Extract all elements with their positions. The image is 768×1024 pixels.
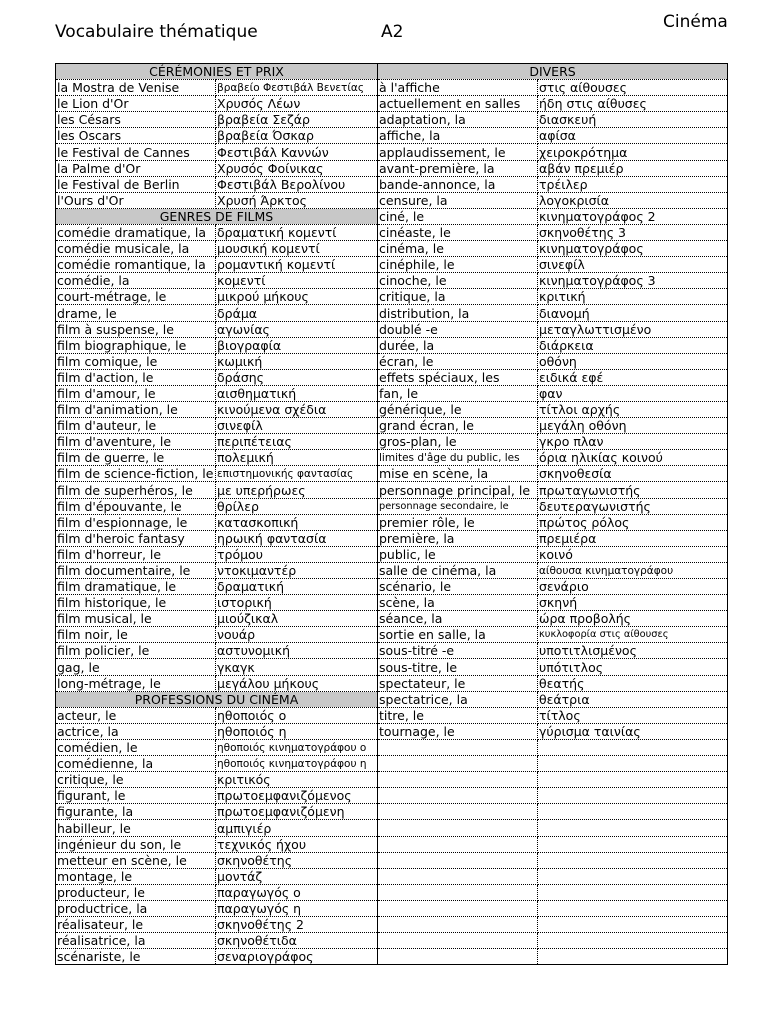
table-cell [538, 868, 728, 884]
table-cell: générique, le [378, 401, 538, 417]
table-cell: adaptation, la [378, 112, 538, 128]
table-cell: αμπιγιέρ [216, 820, 378, 836]
table-cell: ciné, le [378, 208, 538, 224]
table-row [56, 804, 728, 820]
table-row [56, 192, 728, 208]
table-cell: βραβείο Φεστιβάλ Βενετίας [216, 80, 378, 96]
table-cell: film à suspense, le [56, 321, 216, 337]
table-cell: effets spéciaux, les [378, 369, 538, 385]
table-cell: σεναριογράφος [216, 949, 378, 965]
table-cell: à l'affiche [378, 80, 538, 96]
table-row [56, 321, 728, 337]
table-cell: αισθηματική [216, 385, 378, 401]
table-cell [538, 772, 728, 788]
table-cell [538, 788, 728, 804]
table-row [56, 546, 728, 562]
table-cell: critique, la [378, 289, 538, 305]
table-row [56, 208, 728, 224]
table-cell: film policier, le [56, 643, 216, 659]
table-cell: Φεστιβάλ Καννών [216, 144, 378, 160]
table-cell: personnage principal, le [378, 482, 538, 498]
table-cell [538, 900, 728, 916]
table-cell: σκηνή [538, 595, 728, 611]
table-row [56, 224, 728, 240]
table-cell: θεάτρια [538, 691, 728, 707]
table-cell [538, 933, 728, 949]
table-row [56, 289, 728, 305]
table-cell: ώρα προβολής [538, 611, 728, 627]
table-cell: grand écran, le [378, 418, 538, 434]
table-cell: ντοκιμαντέρ [216, 562, 378, 578]
table-cell [378, 884, 538, 900]
category-label: Cinéma [663, 12, 728, 32]
table-cell: κριτική [538, 289, 728, 305]
table-row [56, 498, 728, 514]
table-cell [378, 756, 538, 772]
table-cell: film noir, le [56, 627, 216, 643]
table-cell: τρόμου [216, 546, 378, 562]
table-row [56, 852, 728, 868]
table-cell: cinéphile, le [378, 257, 538, 273]
table-cell: applaudissement, le [378, 144, 538, 160]
table-row [56, 385, 728, 401]
table-cell: βιογραφία [216, 337, 378, 353]
table-cell: κινηματογράφος [538, 241, 728, 257]
table-row [56, 337, 728, 353]
table-cell: μεγάλη οθόνη [538, 418, 728, 434]
table-cell: le Festival de Cannes [56, 144, 216, 160]
table-cell: θρίλερ [216, 498, 378, 514]
table-cell: κατασκοπική [216, 514, 378, 530]
table-row [56, 530, 728, 546]
table-row [56, 305, 728, 321]
table-row [56, 900, 728, 916]
table-cell [378, 788, 538, 804]
table-row [56, 611, 728, 627]
table-cell: figurant, le [56, 788, 216, 804]
table-cell [378, 868, 538, 884]
table-cell: doublé -e [378, 321, 538, 337]
table-cell: avant-première, la [378, 160, 538, 176]
table-cell: court-métrage, le [56, 289, 216, 305]
table-cell: séance, la [378, 611, 538, 627]
table-cell: σκηνοθέτιδα [216, 933, 378, 949]
table-cell: critique, le [56, 772, 216, 788]
table-cell: δραματική κομεντί [216, 224, 378, 240]
table-cell: σκηνοθέτης [216, 852, 378, 868]
document-title: Vocabulaire thématique [55, 22, 258, 42]
table-cell: comédienne, la [56, 756, 216, 772]
table-row [56, 514, 728, 530]
table-cell: δράσης [216, 369, 378, 385]
table-cell: personnage secondaire, le [378, 498, 538, 514]
table-row [56, 418, 728, 434]
table-cell: sortie en salle, la [378, 627, 538, 643]
section-header: CÉRÉMONIES ET PRIX [56, 64, 378, 80]
table-cell: réalisateur, le [56, 916, 216, 932]
table-cell: réalisatrice, la [56, 933, 216, 949]
table-cell: οθόνη [538, 353, 728, 369]
table-cell: montage, le [56, 868, 216, 884]
table-cell: film d'horreur, le [56, 546, 216, 562]
table-cell: écran, le [378, 353, 538, 369]
table-row [56, 691, 728, 707]
section-header: GENRES DE FILMS [56, 208, 378, 224]
table-cell: κινηματογράφος 2 [538, 208, 728, 224]
table-cell: ρομαντική κομεντί [216, 257, 378, 273]
table-cell: δευτεραγωνιστής [538, 498, 728, 514]
table-cell: sous-titré -e [378, 643, 538, 659]
table-row [56, 659, 728, 675]
table-cell: scène, la [378, 595, 538, 611]
table-cell: drame, le [56, 305, 216, 321]
table-cell: σινεφίλ [538, 257, 728, 273]
table-cell: θεατής [538, 675, 728, 691]
table-cell: durée, la [378, 337, 538, 353]
table-cell: film d'aventure, le [56, 434, 216, 450]
table-cell: l'Ours d'Or [56, 192, 216, 208]
table-cell [538, 916, 728, 932]
table-cell: ήδη στις αίθυσες [538, 96, 728, 112]
table-cell [378, 772, 538, 788]
table-cell: τεχνικός ήχου [216, 836, 378, 852]
table-cell: πρωτοεμφανιζόμενη [216, 804, 378, 820]
table-cell: κοινό [538, 546, 728, 562]
table-cell: πρωτοεμφανιζόμενος [216, 788, 378, 804]
table-row [56, 434, 728, 450]
table-row [56, 933, 728, 949]
table-cell: spectatrice, la [378, 691, 538, 707]
table-cell: film d'auteur, le [56, 418, 216, 434]
table-cell: αίθουσα κινηματογράφου [538, 562, 728, 578]
table-cell: sous-titre, le [378, 659, 538, 675]
table-row [56, 627, 728, 643]
table-cell: παραγωγός η [216, 900, 378, 916]
table-cell: la Palme d'Or [56, 160, 216, 176]
table-cell: film d'action, le [56, 369, 216, 385]
table-cell: film d'heroic fantasy [56, 530, 216, 546]
table-cell: χειροκρότημα [538, 144, 728, 160]
table-cell: πρωταγωνιστής [538, 482, 728, 498]
table-cell: μουσική κομεντί [216, 241, 378, 257]
table-cell: μικρού μήκους [216, 289, 378, 305]
table-cell: όρια ηλικίας κοινού [538, 450, 728, 466]
table-cell [378, 949, 538, 965]
table-cell [538, 804, 728, 820]
table-cell: cinoche, le [378, 273, 538, 289]
table-cell: βραβεία Σεζάρ [216, 112, 378, 128]
table-cell: με υπερήρωες [216, 482, 378, 498]
table-cell: δραματική [216, 579, 378, 595]
table-cell: film comique, le [56, 353, 216, 369]
table-row [56, 916, 728, 932]
table-row [56, 868, 728, 884]
table-row [56, 723, 728, 739]
table-cell: limites d'âge du public, les [378, 450, 538, 466]
table-cell: περιπέτειας [216, 434, 378, 450]
table-cell: ηθοποιός κινηματογράφου ο [216, 739, 378, 755]
table-cell: censure, la [378, 192, 538, 208]
table-cell: comédie musicale, la [56, 241, 216, 257]
table-cell: δράμα [216, 305, 378, 321]
table-cell: σκηνοθέτης 3 [538, 224, 728, 240]
table-cell: film de guerre, le [56, 450, 216, 466]
table-cell: film de science-fiction, le [56, 466, 216, 482]
table-cell: αφίσα [538, 128, 728, 144]
table-cell: cinéma, le [378, 241, 538, 257]
table-cell: διανομή [538, 305, 728, 321]
table-row [56, 450, 728, 466]
table-cell: film d'espionnage, le [56, 514, 216, 530]
table-cell: titre, le [378, 707, 538, 723]
table-cell: υπότιτλος [538, 659, 728, 675]
table-cell: actrice, la [56, 723, 216, 739]
table-row [56, 643, 728, 659]
table-cell [378, 739, 538, 755]
table-cell: Χρυσός Φοίνικας [216, 160, 378, 176]
table-row [56, 80, 728, 96]
table-cell: ιστορική [216, 595, 378, 611]
table-cell: κινηματογράφος 3 [538, 273, 728, 289]
table-cell: σενάριο [538, 579, 728, 595]
table-row [56, 176, 728, 192]
table-cell: ηθοποιός η [216, 723, 378, 739]
table-cell: κριτικός [216, 772, 378, 788]
table-cell: υποτιτλισμένος [538, 643, 728, 659]
table-cell: ingénieur du son, le [56, 836, 216, 852]
table-cell: μεταγλωττισμένο [538, 321, 728, 337]
table-cell: comédie dramatique, la [56, 224, 216, 240]
table-cell [538, 852, 728, 868]
table-row [56, 595, 728, 611]
table-row [56, 820, 728, 836]
table-cell: les Césars [56, 112, 216, 128]
table-cell: producteur, le [56, 884, 216, 900]
table-cell: σκηνοθεσία [538, 466, 728, 482]
table-row [56, 112, 728, 128]
table-cell: αγωνίας [216, 321, 378, 337]
table-cell: gag, le [56, 659, 216, 675]
table-cell: les Oscars [56, 128, 216, 144]
table-cell: long-métrage, le [56, 675, 216, 691]
table-cell: γύρισμα ταινίας [538, 723, 728, 739]
table-row [56, 482, 728, 498]
table-cell: la Mostra de Venise [56, 80, 216, 96]
table-row [56, 884, 728, 900]
table-cell: σινεφίλ [216, 418, 378, 434]
table-cell: bande-annonce, la [378, 176, 538, 192]
table-row [56, 707, 728, 723]
table-row [56, 739, 728, 755]
table-cell: Χρυσός Λέων [216, 96, 378, 112]
table-cell: ειδικά εφέ [538, 369, 728, 385]
table-cell: ηθοποιός ο [216, 707, 378, 723]
table-cell: βραβεία Όσκαρ [216, 128, 378, 144]
table-cell: productrice, la [56, 900, 216, 916]
table-row [56, 675, 728, 691]
table-cell: film historique, le [56, 595, 216, 611]
table-cell: habilleur, le [56, 820, 216, 836]
table-cell [378, 804, 538, 820]
table-cell: mise en scène, la [378, 466, 538, 482]
table-cell: cinéaste, le [378, 224, 538, 240]
table-cell: κομεντί [216, 273, 378, 289]
table-row [56, 160, 728, 176]
table-cell: public, le [378, 546, 538, 562]
table-cell [538, 884, 728, 900]
table-row [56, 273, 728, 289]
table-cell: κωμική [216, 353, 378, 369]
table-cell: comédie, la [56, 273, 216, 289]
table-cell: πολεμική [216, 450, 378, 466]
table-row [56, 401, 728, 417]
level-label: A2 [381, 22, 404, 42]
table-cell: film biographique, le [56, 337, 216, 353]
table-cell: επιστημονικής φαντασίας [216, 466, 378, 482]
table-row [56, 241, 728, 257]
table-cell: κινούμενα σχέδια [216, 401, 378, 417]
table-cell: ηρωική φαντασία [216, 530, 378, 546]
table-cell: Χρυσή Άρκτος [216, 192, 378, 208]
table-cell: film de superhéros, le [56, 482, 216, 498]
table-cell: στις αίθουσες [538, 80, 728, 96]
table-cell [378, 916, 538, 932]
table-cell: διασκευή [538, 112, 728, 128]
table-cell: salle de cinéma, la [378, 562, 538, 578]
table-cell: comédie romantique, la [56, 257, 216, 273]
table-cell: comédien, le [56, 739, 216, 755]
table-cell: fan, le [378, 385, 538, 401]
table-cell [538, 739, 728, 755]
table-cell: μιούζικαλ [216, 611, 378, 627]
table-cell: film d'animation, le [56, 401, 216, 417]
table-row [56, 144, 728, 160]
vocabulary-table [55, 63, 728, 965]
table-cell [378, 820, 538, 836]
table-row [56, 353, 728, 369]
table-cell: μεγάλου μήκους [216, 675, 378, 691]
table-cell: τίτλοι αρχής [538, 401, 728, 417]
table-row [56, 772, 728, 788]
table-cell [538, 836, 728, 852]
table-cell: actuellement en salles [378, 96, 538, 112]
table-row [56, 466, 728, 482]
table-cell: γκαγκ [216, 659, 378, 675]
table-cell: παραγωγός ο [216, 884, 378, 900]
table-row [56, 369, 728, 385]
table-cell: τρέιλερ [538, 176, 728, 192]
table-row [56, 562, 728, 578]
table-cell [378, 836, 538, 852]
table-cell: premier rôle, le [378, 514, 538, 530]
table-row [56, 949, 728, 965]
table-row [56, 788, 728, 804]
table-cell: scénariste, le [56, 949, 216, 965]
table-cell: ηθοποιός κινηματογράφου η [216, 756, 378, 772]
table-row [56, 64, 728, 80]
table-cell: τίτλος [538, 707, 728, 723]
table-row [56, 579, 728, 595]
table-cell: figurante, la [56, 804, 216, 820]
section-header: PROFESSIONS DU CINÉMA [56, 691, 378, 707]
table-cell: acteur, le [56, 707, 216, 723]
table-cell: tournage, le [378, 723, 538, 739]
table-cell [378, 852, 538, 868]
table-cell: διάρκεια [538, 337, 728, 353]
table-cell: distribution, la [378, 305, 538, 321]
table-cell: film d'épouvante, le [56, 498, 216, 514]
table-cell [538, 820, 728, 836]
table-cell: Φεστιβάλ Βερολίνου [216, 176, 378, 192]
table-cell: metteur en scène, le [56, 852, 216, 868]
table-row [56, 257, 728, 273]
table-cell: film documentaire, le [56, 562, 216, 578]
table-cell: le Festival de Berlin [56, 176, 216, 192]
table-cell: πρώτος ρόλος [538, 514, 728, 530]
table-cell: πρεμιέρα [538, 530, 728, 546]
table-cell: film d'amour, le [56, 385, 216, 401]
table-cell: αστυνομική [216, 643, 378, 659]
table-cell [378, 933, 538, 949]
table-row [56, 128, 728, 144]
table-cell: αβάν πρεμιέρ [538, 160, 728, 176]
table-cell: λογοκρισία [538, 192, 728, 208]
table-cell: μοντάζ [216, 868, 378, 884]
table-cell: scénario, le [378, 579, 538, 595]
table-cell: κυκλοφορία στις αίθουσες [538, 627, 728, 643]
table-cell: σκηνοθέτης 2 [216, 916, 378, 932]
table-cell [538, 756, 728, 772]
table-cell: gros-plan, le [378, 434, 538, 450]
table-cell: νουάρ [216, 627, 378, 643]
table-cell [378, 900, 538, 916]
table-cell: le Lion d'Or [56, 96, 216, 112]
table-cell: première, la [378, 530, 538, 546]
table-row [56, 836, 728, 852]
table-cell: spectateur, le [378, 675, 538, 691]
section-header: DIVERS [378, 64, 728, 80]
table-cell: film musical, le [56, 611, 216, 627]
table-row [56, 756, 728, 772]
table-cell: film dramatique, le [56, 579, 216, 595]
table-cell: φαν [538, 385, 728, 401]
table-cell [538, 949, 728, 965]
table-cell: affiche, la [378, 128, 538, 144]
table-cell: γκρο πλαν [538, 434, 728, 450]
table-row [56, 96, 728, 112]
